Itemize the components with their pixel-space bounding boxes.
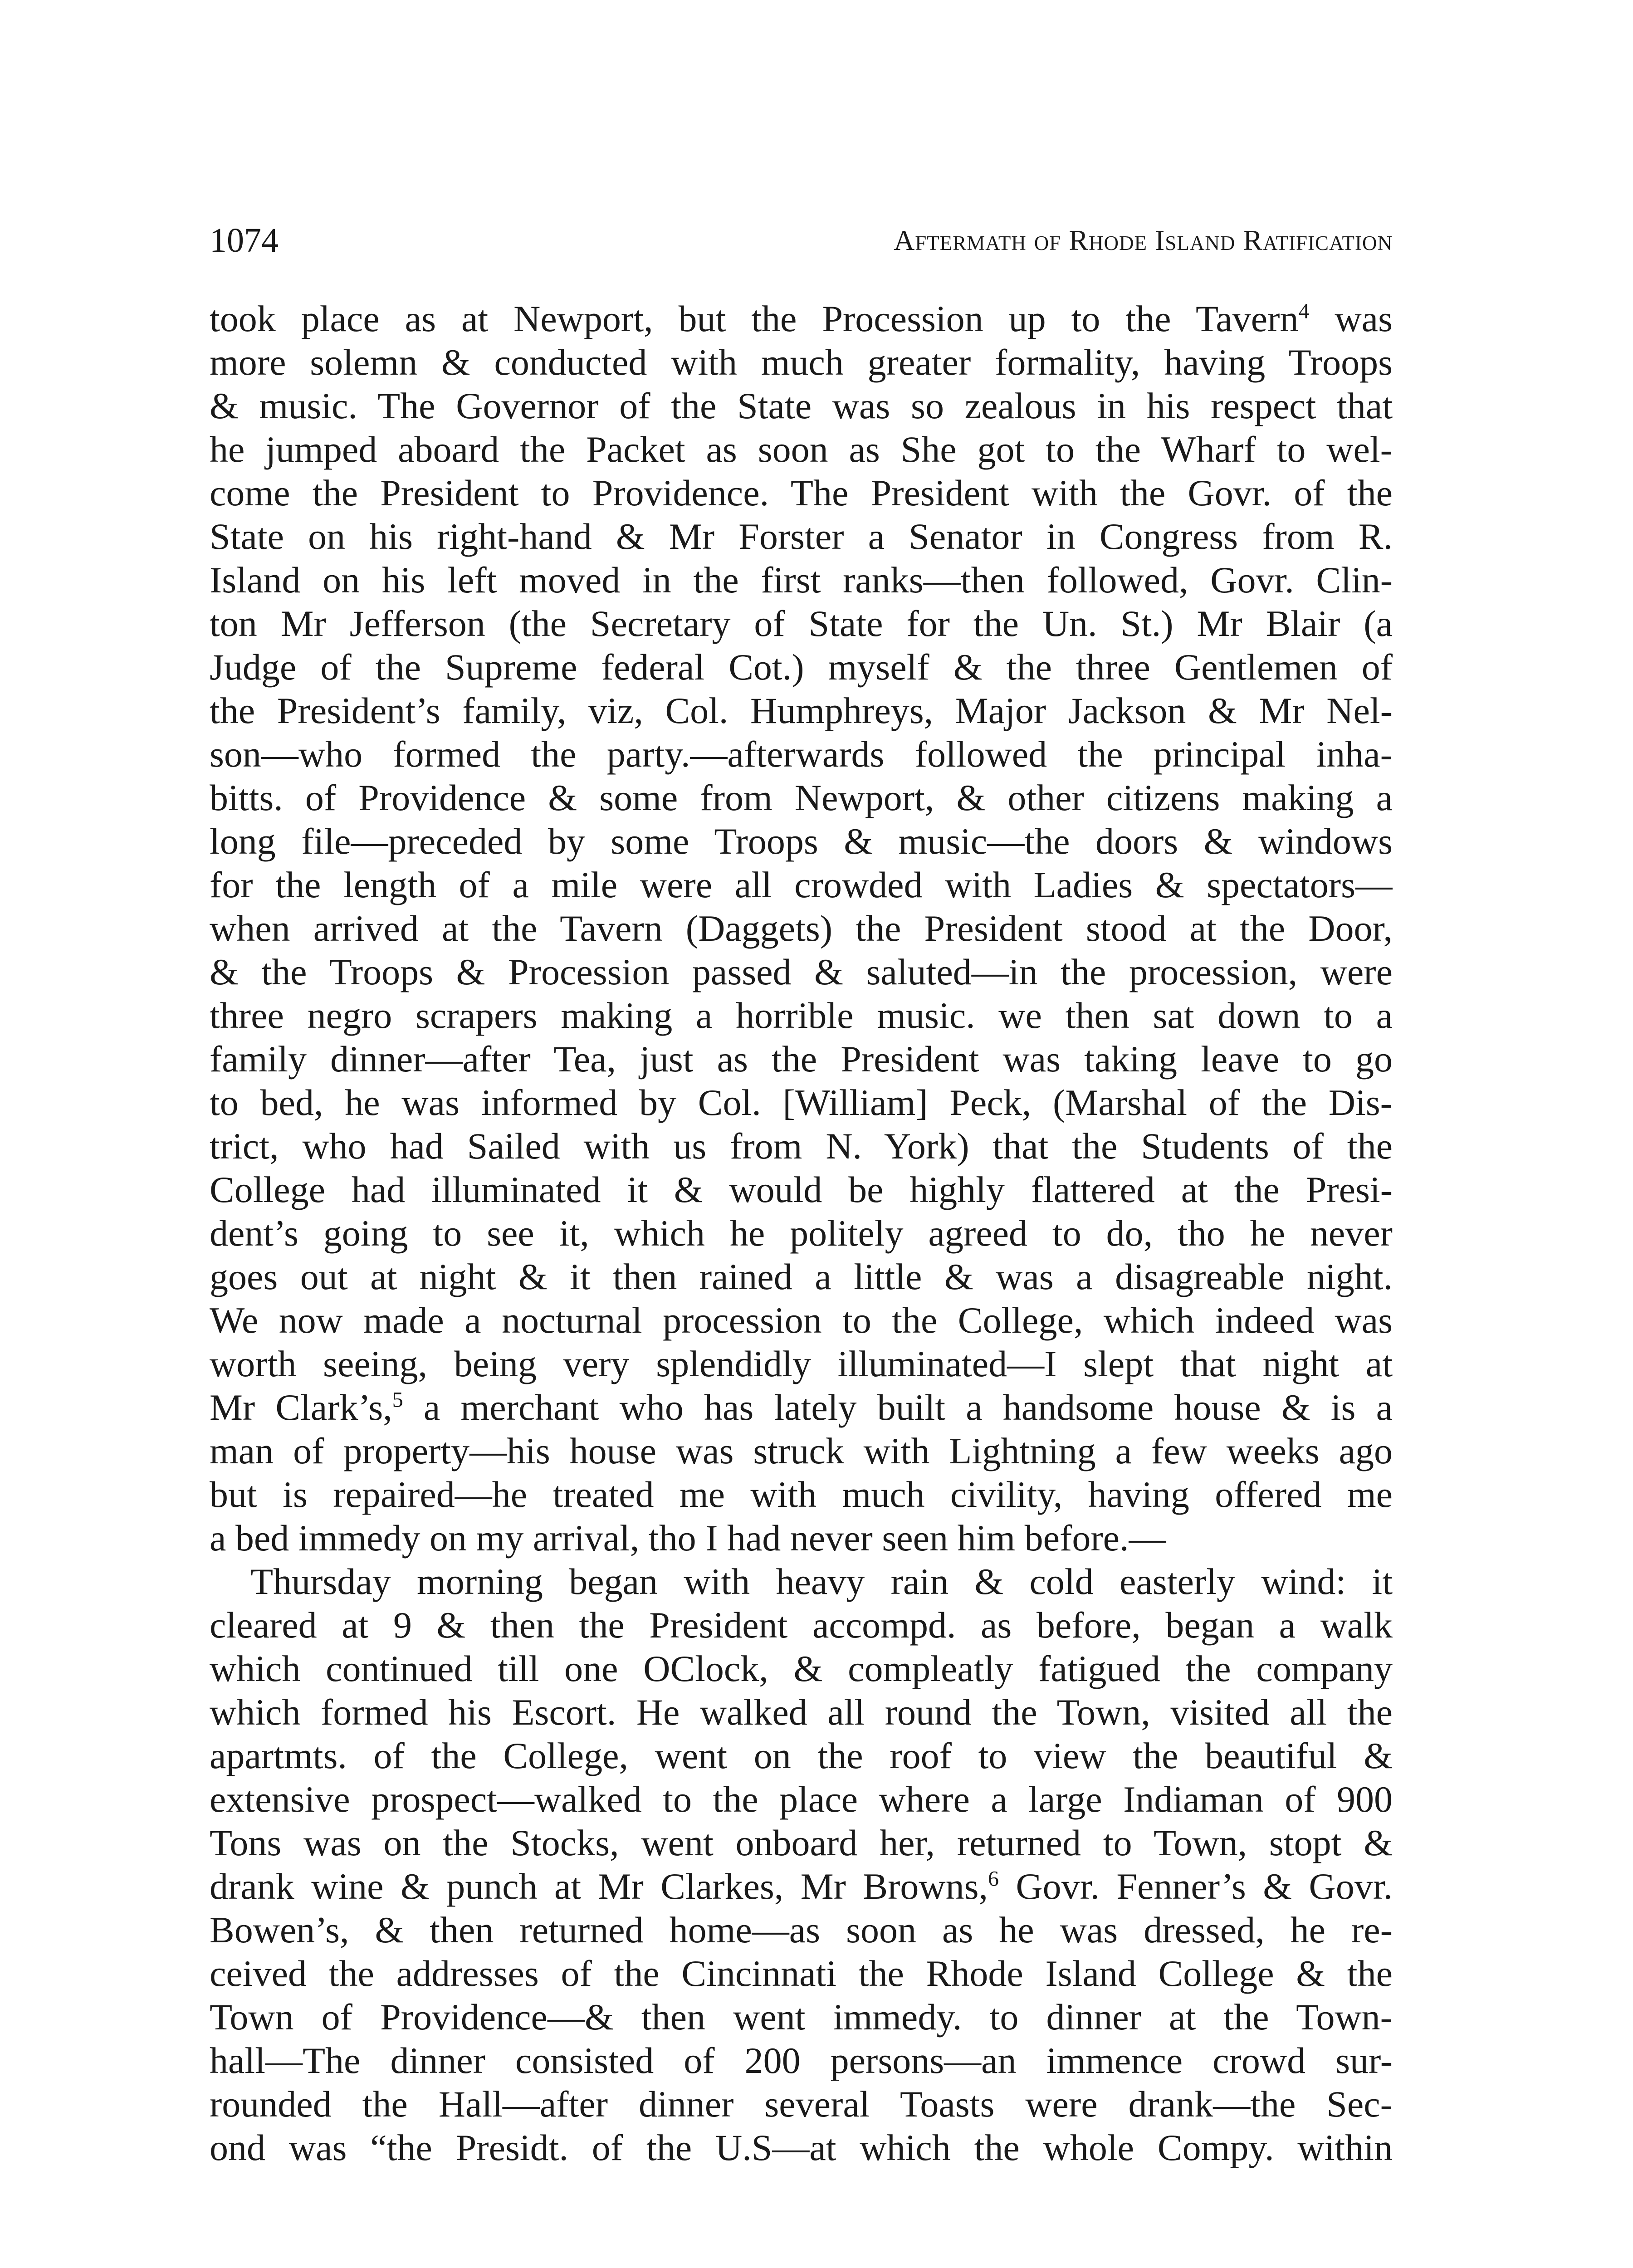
text-run: We now made a nocturnal procession to the College, which indeed was <box>210 1300 1393 1341</box>
text-run: ceived the addresses of the Cincinnati the Rhode Island College & the <box>210 1953 1393 1994</box>
text-run: drank wine & punch at Mr Clarkes, Mr Browns, <box>210 1866 988 1907</box>
text-line <box>210 645 1393 689</box>
text-line <box>210 1516 1393 1560</box>
text-run: Mr Clark’s, <box>210 1387 392 1428</box>
text-run: to bed, he was informed by Col. [William] Peck, (Marshal of the Dis- <box>210 1082 1393 1123</box>
text-run: a bed immedy on my arrival, tho I had never seen him before.— <box>210 1517 1166 1559</box>
text-line <box>210 1778 1393 1821</box>
text-line <box>210 1212 1393 1255</box>
text-line <box>210 1081 1393 1124</box>
text-run: State on his right-hand & Mr Forster a Senator in Congress from R. <box>210 516 1393 557</box>
page-number: 1074 <box>210 221 279 259</box>
running-title: Aftermath of Rhode Island Ratification <box>894 224 1393 256</box>
text-line <box>210 341 1393 384</box>
text-line <box>210 1603 1393 1647</box>
text-run: son—who formed the party.—afterwards followed the principal inha- <box>210 733 1393 775</box>
text-line <box>210 907 1393 950</box>
footnote-marker: 4 <box>1298 299 1310 323</box>
text-run: was <box>1309 298 1393 339</box>
text-run: ton Mr Jefferson (the Secretary of State for the Un. St.) Mr Blair (a <box>210 603 1393 644</box>
text-line <box>210 1342 1393 1386</box>
text-run: & music. The Governor of the State was so zealous in his respect that <box>210 385 1393 426</box>
text-line <box>210 1560 1393 1603</box>
text-run: hall—The dinner consisted of 200 persons—an immence crowd sur- <box>210 2040 1393 2081</box>
text-line <box>210 428 1393 471</box>
text-run: but is repaired—he treated me with much civility, having offered me <box>210 1474 1393 1515</box>
text-run: family dinner—after Tea, just as the President was taking leave to go <box>210 1038 1393 1080</box>
text-line <box>210 2126 1393 2170</box>
text-run: trict, who had Sailed with us from N. York) that the Students of the <box>210 1125 1393 1167</box>
text-run: three negro scrapers making a horrible music. we then sat down to a <box>210 995 1393 1036</box>
text-run: Tons was on the Stocks, went onboard her, returned to Town, stopt & <box>210 1822 1393 1863</box>
text-run: a merchant who has lately built a handsome house & is a <box>403 1387 1393 1428</box>
text-run: ond was “the Presidt. of the U.S—at which the whole Compy. within <box>210 2127 1393 2168</box>
text-line <box>210 1473 1393 1516</box>
text-run: more solemn & conducted with much greater formality, having Troops <box>210 342 1393 383</box>
text-line <box>210 602 1393 645</box>
running-head <box>210 220 1393 261</box>
text-line <box>210 1647 1393 1691</box>
text-line <box>210 1821 1393 1865</box>
text-line <box>210 2039 1393 2082</box>
text-run: worth seeing, being very splendidly illuminated—I slept that night at <box>210 1343 1393 1384</box>
text-run: Town of Providence—& then went immedy. to dinner at the Town- <box>210 1996 1393 2038</box>
text-line <box>210 689 1393 733</box>
text-line <box>210 776 1393 820</box>
text-line <box>210 950 1393 994</box>
text-run: man of property—his house was struck with Lightning a few weeks ago <box>210 1430 1393 1471</box>
text-line <box>210 1995 1393 2039</box>
text-line <box>210 384 1393 428</box>
text-run: apartmts. of the College, went on the roof to view the beautiful & <box>210 1735 1393 1776</box>
text-line <box>210 1386 1393 1429</box>
text-run: which formed his Escort. He walked all round the Town, visited all the <box>210 1691 1393 1733</box>
text-run: Island on his left moved in the first ranks—then followed, Govr. Clin- <box>210 559 1393 601</box>
text-run: the President’s family, viz, Col. Humphreys, Major Jackson & Mr Nel- <box>210 690 1393 731</box>
text-line <box>210 1299 1393 1342</box>
text-line <box>210 733 1393 776</box>
text-line <box>210 471 1393 515</box>
text-run: Bowen’s, & then returned home—as soon as he was dressed, he re- <box>210 1909 1393 1950</box>
footnote-marker: 6 <box>988 1867 999 1891</box>
text-line <box>210 1908 1393 1952</box>
text-run: Govr. Fenner’s & Govr. <box>999 1866 1393 1907</box>
text-run: for the length of a mile were all crowded with Ladies & spectators— <box>210 864 1393 905</box>
text-line <box>210 1952 1393 1995</box>
text-line <box>210 1865 1393 1908</box>
text-line <box>210 994 1393 1037</box>
text-line <box>210 558 1393 602</box>
text-line <box>210 1037 1393 1081</box>
text-run: come the President to Providence. The President with the Govr. of the <box>210 472 1393 513</box>
text-run: rounded the Hall—after dinner several Toasts were drank—the Sec- <box>210 2083 1393 2125</box>
text-run: long file—preceded by some Troops & music—the doors & windows <box>210 821 1393 862</box>
text-run: cleared at 9 & then the President accompd. as before, began a walk <box>210 1604 1393 1646</box>
text-line <box>210 1168 1393 1212</box>
text-run: which continued till one OClock, & compleatly fatigued the company <box>210 1648 1393 1689</box>
text-run: dent’s going to see it, which he politely agreed to do, tho he never <box>210 1212 1393 1254</box>
text-line <box>210 2082 1393 2126</box>
text-run: & the Troops & Procession passed & saluted—in the procession, were <box>210 951 1393 992</box>
text-run: Judge of the Supreme federal Cot.) myself & the three Gentlemen of <box>210 646 1393 688</box>
text-line <box>210 1734 1393 1778</box>
text-line <box>210 1124 1393 1168</box>
text-run: bitts. of Providence & some from Newport, & other citizens making a <box>210 777 1393 818</box>
text-run: took place as at Newport, but the Procession up to the Tavern <box>210 298 1299 339</box>
text-run: extensive prospect—walked to the place where a large Indiaman of 900 <box>210 1779 1393 1820</box>
text-line <box>210 1691 1393 1734</box>
text-line <box>210 1255 1393 1299</box>
text-line <box>210 1429 1393 1473</box>
footnote-marker: 5 <box>392 1388 403 1412</box>
text-line <box>210 297 1393 341</box>
text-run: when arrived at the Tavern (Daggets) the President stood at the Door, <box>210 908 1393 949</box>
body-text <box>210 297 1393 2170</box>
text-line <box>210 820 1393 863</box>
text-run: he jumped aboard the Packet as soon as She got to the Wharf to wel- <box>210 429 1393 470</box>
text-run: goes out at night & it then rained a little & was a disagreable night. <box>210 1256 1393 1297</box>
text-run: Thursday morning began with heavy rain & cold easterly wind: it <box>250 1561 1393 1602</box>
text-run: College had illuminated it & would be highly flattered at the Presi- <box>210 1169 1393 1210</box>
text-line <box>210 863 1393 907</box>
text-line <box>210 515 1393 558</box>
